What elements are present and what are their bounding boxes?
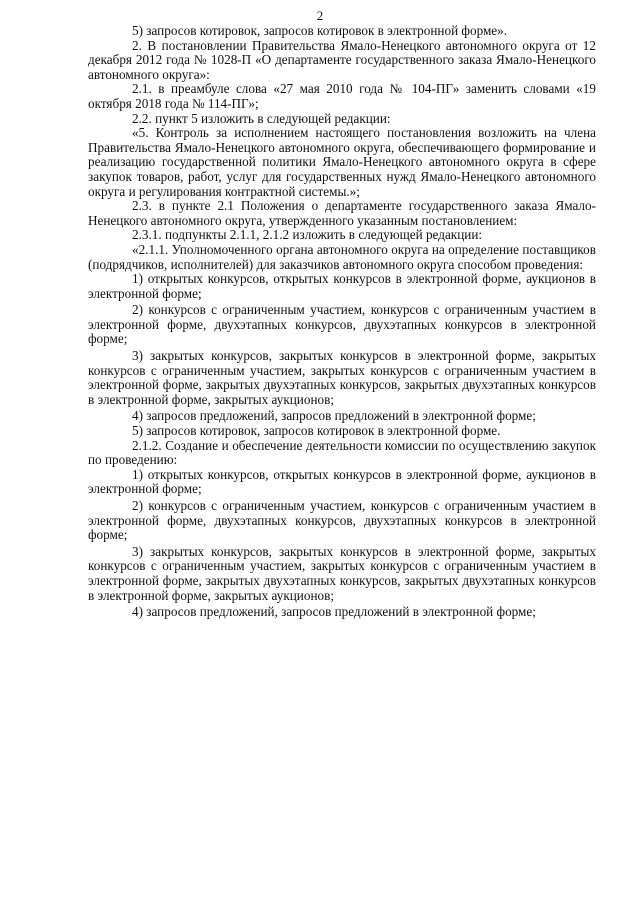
paragraph: 1) открытых конкурсов, открытых конкурсов в электронной форме, аукционов в электронной форме; (88, 466, 596, 497)
paragraph: 2.1. в преамбуле слова «27 мая 2010 года № 104-ПГ» заменить словами «19 октября 2018 года № 114-ПГ»; (88, 81, 596, 111)
paragraph: 2.1.2. Создание и обеспечение деятельности комиссии по осуществлению закупок по проведению: (88, 437, 596, 468)
document-body (88, 24, 596, 620)
paragraph: 2. В постановлении Правительства Ямало-Ненецкого автономного округа от 12 декабря 2012 года № 1028-П «О департаменте государственного заказа Ямало-Ненецкого автономного округа»: (88, 37, 596, 82)
paragraph: «2.1.1. Уполномоченного органа автономного округа на определение поставщиков (подрядчиков, исполнителей) для заказчиков автономного округа способом проведения: (88, 241, 596, 272)
paragraph: 2.2. пункт 5 изложить в следующей редакции: (132, 110, 391, 126)
paragraph: 2.3.1. подпункты 2.1.1, 2.1.2 изложить в следующей редакции: (132, 227, 483, 243)
paragraph: 5) запросов котировок, запросов котировок в электронной форме. (132, 423, 501, 439)
paragraph: 4) запросов предложений, запросов предложений в электронной форме; (132, 408, 536, 424)
paragraph: 2) конкурсов с ограниченным участием, конкурсов с ограниченным участием в электронной форме, двухэтапных конкурсов, двухэтапных конкурсов в электронной форме; (88, 498, 596, 543)
paragraph: 1) открытых конкурсов, открытых конкурсов в электронной форме, аукционов в электронной форме; (88, 271, 596, 301)
paragraph: 3) закрытых конкурсов, закрытых конкурсов в электронной форме, закрытых конкурсов с ограниченным участием, закрытых конкурсов с ограниченным участием в электронной форме, закрытых двухэтапных конкурсов, закрытых двухэтапных конкурсов в электронной форме, закрытых аукционов; (88, 543, 596, 603)
paragraph: «5. Контроль за исполнением настоящего постановления возложить на члена Правительства Ямало-Ненецкого автономного округа, обеспечивающего формирование и реализацию государственной политики Ямало-Ненецкого автономного округа в сфере закупок товаров, работ, услуг для государственных нужд Ямало-Ненецкого автономного округа и регулирования контрактной системы.»; (88, 125, 596, 199)
paragraph: 2) конкурсов с ограниченным участием, конкурсов с ограниченным участием в электронной форме, двухэтапных конкурсов, двухэтапных конкурсов в электронной форме; (88, 302, 596, 347)
paragraph: 3) закрытых конкурсов, закрытых конкурсов в электронной форме, закрытых конкурсов с ограниченным участием, закрытых конкурсов с ограниченным участием в электронной форме, закрытых двухэтапных конкурсов, закрытых двухэтапных конкурсов в электронной форме, закрытых аукционов; (88, 348, 596, 407)
page-number: 2 (316, 8, 324, 23)
paragraph: 4) запросов предложений, запросов предложений в электронной форме; (132, 604, 536, 620)
paragraph: 5) запросов котировок, запросов котировок в электронной форме». (132, 23, 508, 38)
paragraph: 2.3. в пункте 2.1 Положения о департаменте государственного заказа Ямало-Ненецкого автономного округа, утвержденного указанным постановлением: (88, 198, 596, 228)
